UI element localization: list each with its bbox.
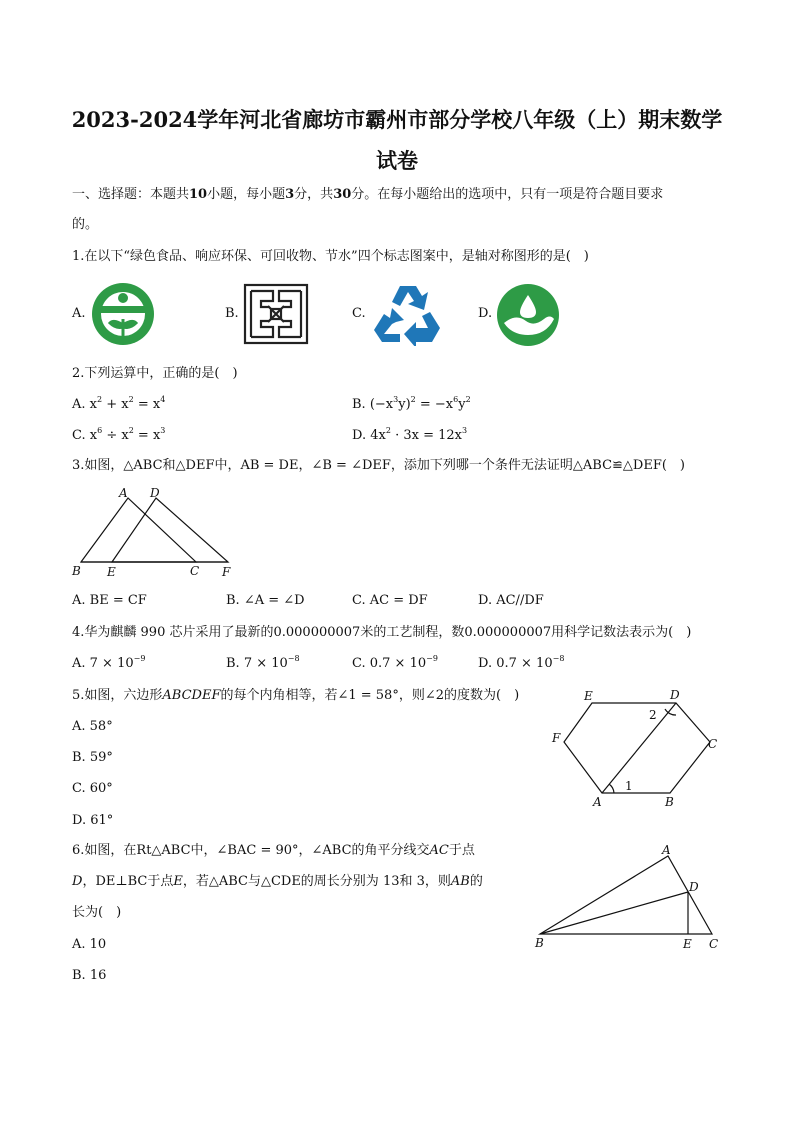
q3-label-c: C — [190, 564, 200, 578]
environmental-logo-icon — [243, 283, 309, 345]
q3-label-d: D — [150, 486, 160, 500]
q3-triangles-figure — [66, 484, 246, 580]
q2-option-b: B. $(-x^3y)^2 = -x^6y^2$ — [352, 395, 471, 412]
green-food-logo-icon — [90, 281, 156, 347]
q3-label-e: E — [107, 565, 116, 579]
question-3-stem: 3.如图，△ABC和△DEF中，AB = DE，∠B = ∠DEF，添加下列哪一个条件无法证明△ABC≌△DEF( ) — [72, 458, 685, 473]
water-saving-logo-icon — [496, 283, 560, 347]
q3-option-b: B. ∠A = ∠D — [226, 593, 305, 608]
question-2-stem: 2.下列运算中，正确的是( ) — [72, 366, 238, 381]
q4-option-c: C. $0.7 \times 10^{-9}$ — [352, 654, 438, 671]
q6-right-triangle-figure — [528, 840, 724, 954]
q3-option-c: C. AC = DF — [352, 593, 428, 608]
q6-label-d: D — [689, 880, 699, 894]
q4-option-b: B. $7 \times 10^{-8}$ — [226, 654, 300, 671]
q5-option-b: B. 59° — [72, 750, 113, 765]
q3-label-f: F — [222, 565, 231, 579]
q5-angle-2-label: 2 — [649, 708, 657, 722]
q5-label-a: A — [593, 795, 602, 809]
q2-option-d: D. $4x^2 \cdot 3x = 12x^3$ — [352, 426, 468, 443]
q3-label-a: A — [119, 486, 128, 500]
q5-angle-1-label: 1 — [625, 779, 633, 793]
section-header: 一、选择题：本题共10小题，每小题3分，共30分。在每小题给出的选项中，只有一项是符合题目要求 — [72, 187, 664, 202]
page-title-line2: 试卷 — [376, 148, 418, 173]
page-title: 2023-2024学年河北省廊坊市霸州市部分学校八年级（上）期末数学 — [71, 107, 723, 132]
q4-option-d: D. $0.7 \times 10^{-8}$ — [478, 654, 565, 671]
q5-hexagon-figure — [544, 684, 724, 812]
q5-label-d: D — [670, 688, 680, 702]
q5-label-b: B — [665, 795, 674, 809]
q1-option-a-label: A. — [72, 306, 86, 321]
question-6-line-1: 6.如图，在Rt△ABC中，∠BAC = 90°，∠ABC的角平分线交AC于点 — [72, 843, 475, 858]
q6-option-a: A. 10 — [72, 937, 107, 952]
q3-option-d: D. AC//DF — [478, 593, 544, 608]
q3-label-b: B — [72, 564, 81, 578]
question-5-stem: 5.如图，六边形ABCDEF的每个内角相等，若∠1 = 58°，则∠2的度数为( ) — [72, 688, 520, 703]
q6-label-a: A — [662, 843, 671, 857]
recycle-logo-icon — [370, 282, 446, 346]
q4-option-a: A. $7 \times 10^{-9}$ — [72, 654, 146, 671]
q5-label-c: C — [708, 737, 718, 751]
q5-option-a: A. 58° — [72, 719, 113, 734]
q6-label-c: C — [709, 937, 719, 951]
question-4-stem: 4.华为麒麟 990 芯片采用了最新的0.000000007米的工艺制程，数0.000000007用科学记数法表示为( ) — [72, 625, 692, 640]
q5-option-d: D. 61° — [72, 813, 114, 828]
question-6-line-2: D，DE⊥BC于点E，若△ABC与△CDE的周长分别为 13和 3，则AB的 — [72, 874, 483, 889]
q3-option-a: A. BE = CF — [72, 593, 147, 608]
q2-option-a: A. $x^2 + x^2 = x^4$ — [72, 395, 166, 412]
q1-option-d-label: D. — [478, 306, 493, 321]
q6-option-b: B. 16 — [72, 968, 107, 983]
q6-label-e: E — [683, 937, 692, 951]
q1-option-c-label: C. — [352, 306, 366, 321]
q2-option-c: C. $x^6 \div x^2 = x^3$ — [72, 426, 166, 443]
question-6-line-3: 长为( ) — [72, 905, 122, 920]
q5-label-f: F — [552, 731, 561, 745]
q6-label-b: B — [535, 936, 544, 950]
question-1-stem: 1.在以下“绿色食品、响应环保、可回收物、节水”四个标志图案中，是轴对称图形的是( ) — [72, 249, 589, 264]
section-header-line2: 的。 — [72, 217, 99, 232]
q1-option-b-label: B. — [225, 306, 239, 321]
q5-label-e: E — [584, 689, 593, 703]
q5-option-c: C. 60° — [72, 781, 113, 796]
